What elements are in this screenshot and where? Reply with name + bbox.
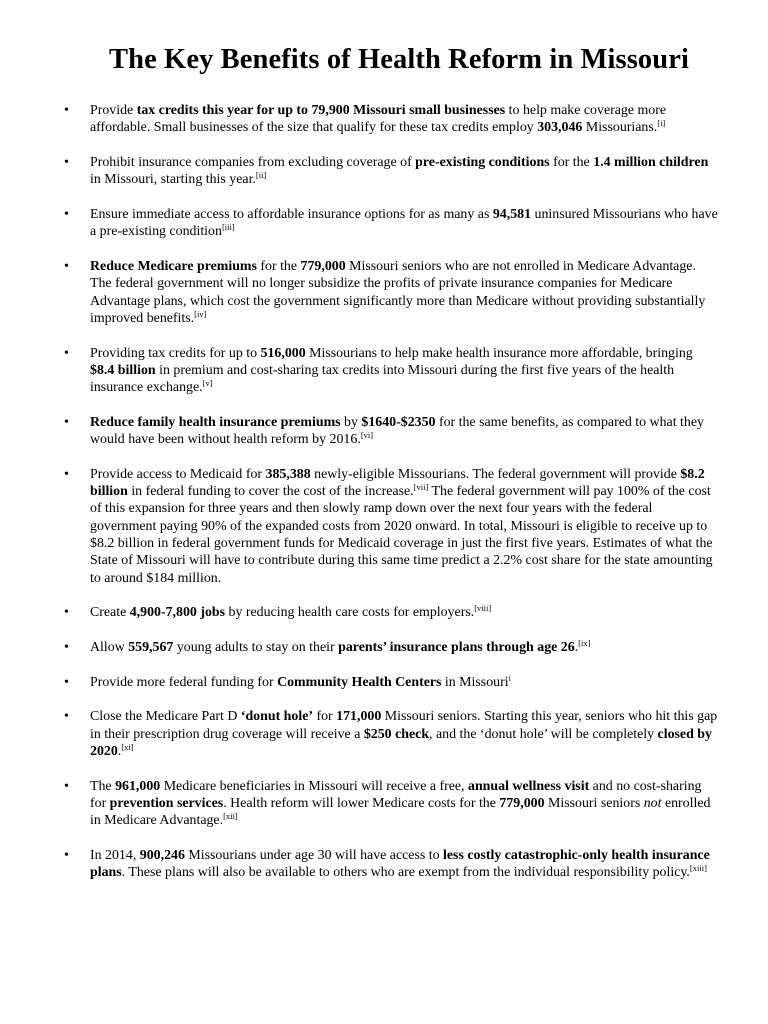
body-text: Provide access to Medicaid for — [90, 466, 266, 482]
footnote-reference: [i] — [657, 118, 666, 129]
body-text: in Missouri — [441, 674, 509, 690]
bold-text: 961,000 — [115, 778, 161, 794]
bold-text: 385,388 — [265, 466, 311, 482]
body-text: Prohibit insurance companies from excluding coverage of — [90, 154, 416, 170]
body-text: In 2014, — [90, 847, 140, 863]
body-text: newly-eligible Missourians. The federal government will provide — [310, 466, 681, 482]
bold-text: $8.4 billion — [90, 362, 156, 378]
body-text: for the — [256, 258, 301, 274]
footnote-reference: [viii] — [474, 603, 492, 614]
bold-text: 516,000 — [260, 345, 306, 361]
benefit-item — [90, 674, 720, 691]
benefit-item — [90, 414, 720, 449]
bold-text: annual wellness visit — [468, 778, 590, 794]
body-text: Close the Medicare Part D — [90, 709, 241, 725]
benefit-item — [90, 708, 720, 760]
body-text: Missouri seniors who are not enrolled in Medicare Advantage. The federal government will no longer subsidize the profits of private insurance companies for Medicare Advantage plans, which cost the government significantly more than Medicare without providing substantially improved benefits. — [90, 258, 706, 326]
body-text: , and the ‘donut hole’ will be completely — [429, 726, 658, 742]
benefits-list — [90, 102, 720, 881]
body-text: Ensure immediate access to affordable insurance options for as many as — [90, 206, 493, 222]
footnote-reference: [vii] — [413, 482, 429, 493]
bold-text: 94,581 — [492, 206, 532, 222]
footnote-reference: [v] — [202, 378, 213, 389]
body-text: Missourians under age 30 will have access to — [184, 847, 444, 863]
body-text: The federal government will pay 100% of the cost of this expansion for three years and then slowly ramp down over the next four years with the federal government paying 90% of the expanded costs from 2020 onward. In total, Missouri is eligible to receive up to $8.2 billion in federal government funds for Medicaid coverage in just the first five years. Estimates of what the State of Missouri will have to contribute during this same time predict a 2.2% cost share for the state amounting to around $184 million. — [90, 484, 713, 586]
bold-text: 779,000 — [300, 258, 346, 274]
bold-text: 900,246 — [139, 847, 185, 863]
footnote-reference: [iv] — [194, 308, 207, 319]
bold-text: tax credits this year for up to 79,900 Missouri small businesses — [136, 103, 506, 118]
page-title: The Key Benefits of Health Reform in Missouri — [109, 44, 689, 75]
body-text: by reducing health care costs for employers. — [225, 605, 475, 621]
body-text: young adults to stay on their — [173, 639, 339, 655]
body-text: Missouri seniors. Starting this year, seniors who hit this gap in their prescription drug coverage will receive a — [90, 709, 718, 742]
bold-text: Reduce family health insurance premiums — [90, 414, 341, 430]
footnote-reference: [xiii] — [689, 863, 707, 874]
bold-text: parents’ insurance plans through age 26 — [338, 639, 575, 655]
body-text: . Health reform will lower Medicare costs for the — [223, 795, 500, 811]
benefit-item — [90, 206, 720, 241]
body-text: . — [117, 743, 122, 759]
body-text: The — [90, 778, 116, 794]
bold-text: 1.4 million children — [593, 154, 709, 170]
body-text: in Missouri, starting this year. — [90, 172, 256, 188]
body-text: . — [574, 639, 579, 655]
body-text: Allow — [90, 639, 129, 655]
body-text: Medicare beneficiaries in Missouri will receive a free, — [160, 778, 469, 794]
bold-text: pre-existing conditions — [415, 154, 550, 170]
bold-text: prevention services — [109, 795, 224, 811]
benefit-item — [90, 258, 720, 327]
body-text: Missourians to help make health insurance more affordable, bringing — [305, 345, 693, 361]
body-text: uninsured Missourians who have a pre-existing condition — [90, 206, 718, 240]
body-text: Missouri seniors — [544, 795, 644, 811]
body-text: . These plans will also be available to others who are exempt from the individual responsibility policy. — [121, 865, 690, 881]
bold-text: $8.2 billion — [90, 466, 705, 500]
bold-text: less costly catastrophic-only health insurance plans — [90, 847, 710, 881]
body-text: for the same benefits, as compared to what they would have been without health reform by 2016. — [90, 414, 704, 448]
bold-text: 171,000 — [336, 709, 382, 725]
bold-text: 303,046 — [537, 120, 583, 136]
bold-text: $250 check — [363, 726, 430, 742]
bold-text: $1640-$2350 — [361, 414, 436, 430]
footnote-reference: [iii] — [221, 222, 235, 233]
body-text: Missourians. — [582, 120, 658, 136]
bold-text: closed by 2020 — [90, 726, 712, 759]
body-text: in federal funding to cover the cost of the increase. — [127, 484, 414, 500]
bold-text: Community Health Centers — [277, 674, 442, 690]
body-text: Create — [90, 605, 130, 621]
body-text: for — [313, 709, 337, 725]
body-text: Providing tax credits for up to — [90, 345, 261, 361]
benefit-item — [90, 154, 720, 189]
benefit-item — [90, 847, 720, 882]
body-text: enrolled in Medicare Advantage. — [90, 795, 711, 829]
body-text: and no cost-sharing for — [90, 778, 702, 811]
footnote-reference: i — [508, 672, 511, 683]
bold-text: Reduce Medicare premiums — [90, 258, 257, 274]
bold-text: 779,000 — [499, 795, 545, 811]
footnote-reference: [xi] — [121, 741, 134, 752]
italic-text: not — [643, 795, 662, 811]
footnote-reference: [vi] — [360, 430, 374, 441]
body-text: Provide more federal funding for — [90, 674, 278, 690]
bold-text: 559,567 — [128, 639, 174, 655]
body-text: for the — [549, 154, 594, 170]
benefit-item — [90, 778, 720, 830]
bold-text: 4,900-7,800 jobs — [129, 605, 226, 621]
benefit-item — [90, 639, 720, 656]
benefit-item — [90, 345, 720, 397]
bold-text: ‘donut hole’ — [240, 709, 313, 725]
footnote-reference: [ii] — [255, 170, 267, 181]
body-text: to help make coverage more affordable. Small businesses of the size that qualify for these tax credits employ — [90, 103, 667, 136]
benefit-item — [90, 466, 720, 587]
benefit-item — [90, 604, 720, 621]
benefit-item — [90, 102, 720, 137]
body-text: by — [340, 414, 362, 430]
body-text: in premium and cost-sharing tax credits into Missouri during the first five years of the health insurance exchange. — [90, 362, 675, 396]
footnote-reference: [xii] — [223, 811, 238, 822]
body-text: Provide — [90, 103, 137, 118]
footnote-reference: [ix] — [578, 637, 591, 648]
